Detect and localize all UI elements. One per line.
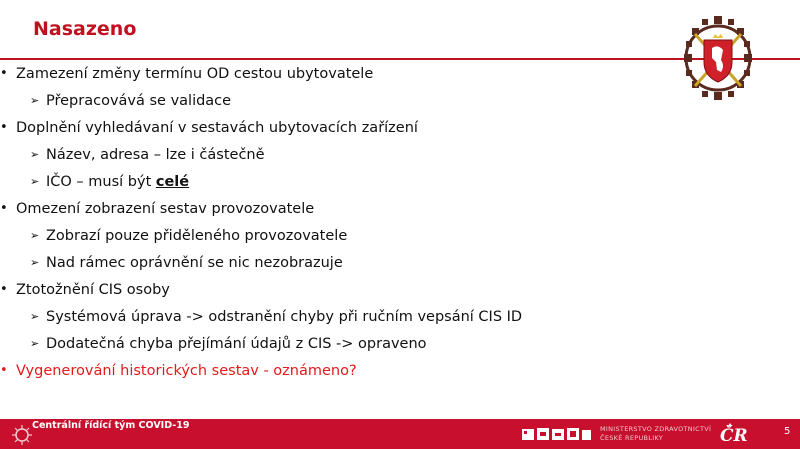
list-subitem: ➢ Název, adresa – lze i částečně [0, 144, 680, 171]
list-subitem [0, 171, 680, 198]
bullet-list [0, 63, 680, 387]
ministry-logo-icon [522, 426, 592, 442]
arrowhead-icon: ➢ [30, 256, 40, 269]
list-subitem: ➢ Zobrazí pouze přiděleného provozovatele [0, 225, 680, 252]
list-subitem: ➢ Nad rámec oprávnění se nic nezobrazuje [0, 252, 680, 279]
arrowhead-icon: ➢ [30, 310, 40, 323]
arrowhead-icon: ➢ [30, 175, 40, 188]
bullet-dot-icon: • [0, 363, 8, 378]
footer-bar [0, 419, 800, 449]
title-divider [0, 58, 800, 60]
bullet-dot-icon: • [0, 120, 8, 135]
list-subitem: ➢ Dodatečná chyba přejímání údajů z CIS -> opraveno [0, 333, 680, 360]
list-item: • Omezení zobrazení sestav provozovatele [0, 198, 680, 225]
bullet-dot-icon: • [0, 282, 8, 297]
arrowhead-icon: ➢ [30, 229, 40, 242]
svg-text:ČR: ČR [720, 426, 748, 445]
ministry-name: MINISTERSTVO ZDRAVOTNICTVÍ ČESKÉ REPUBLIKY [600, 425, 712, 442]
arrowhead-icon: ➢ [30, 94, 40, 107]
virus-icon [11, 424, 33, 446]
arrowhead-icon: ➢ [30, 148, 40, 161]
subitem-text: IČO – musí být [46, 174, 156, 190]
list-item: • Doplnění vyhledávaní v sestavách ubytovacích zařízení [0, 117, 680, 144]
bullet-dot-icon: • [0, 66, 8, 81]
emphasis-text: celé [155, 174, 190, 190]
czr-logo-icon [718, 423, 754, 445]
list-subitem: ➢ Systémová úprava -> odstranění chyby při ručním vepsání CIS ID [0, 306, 680, 333]
arrowhead-icon: ➢ [30, 337, 40, 350]
slide-title: Nasazeno [33, 18, 137, 40]
list-item-highlight: • Vygenerování historických sestav - oznámeno? [0, 360, 680, 387]
list-subitem: ➢ Přepracovává se validace [0, 90, 680, 117]
footer-team-label: Centrální řídící tým COVID-19 [32, 420, 190, 431]
bullet-dot-icon: • [0, 201, 8, 216]
state-emblem-icon [683, 14, 753, 102]
list-item: • Ztotožnění CIS osoby [0, 279, 680, 306]
page-number: 5 [784, 426, 791, 437]
list-item: • Zamezení změny termínu OD cestou ubytovatele [0, 63, 680, 90]
